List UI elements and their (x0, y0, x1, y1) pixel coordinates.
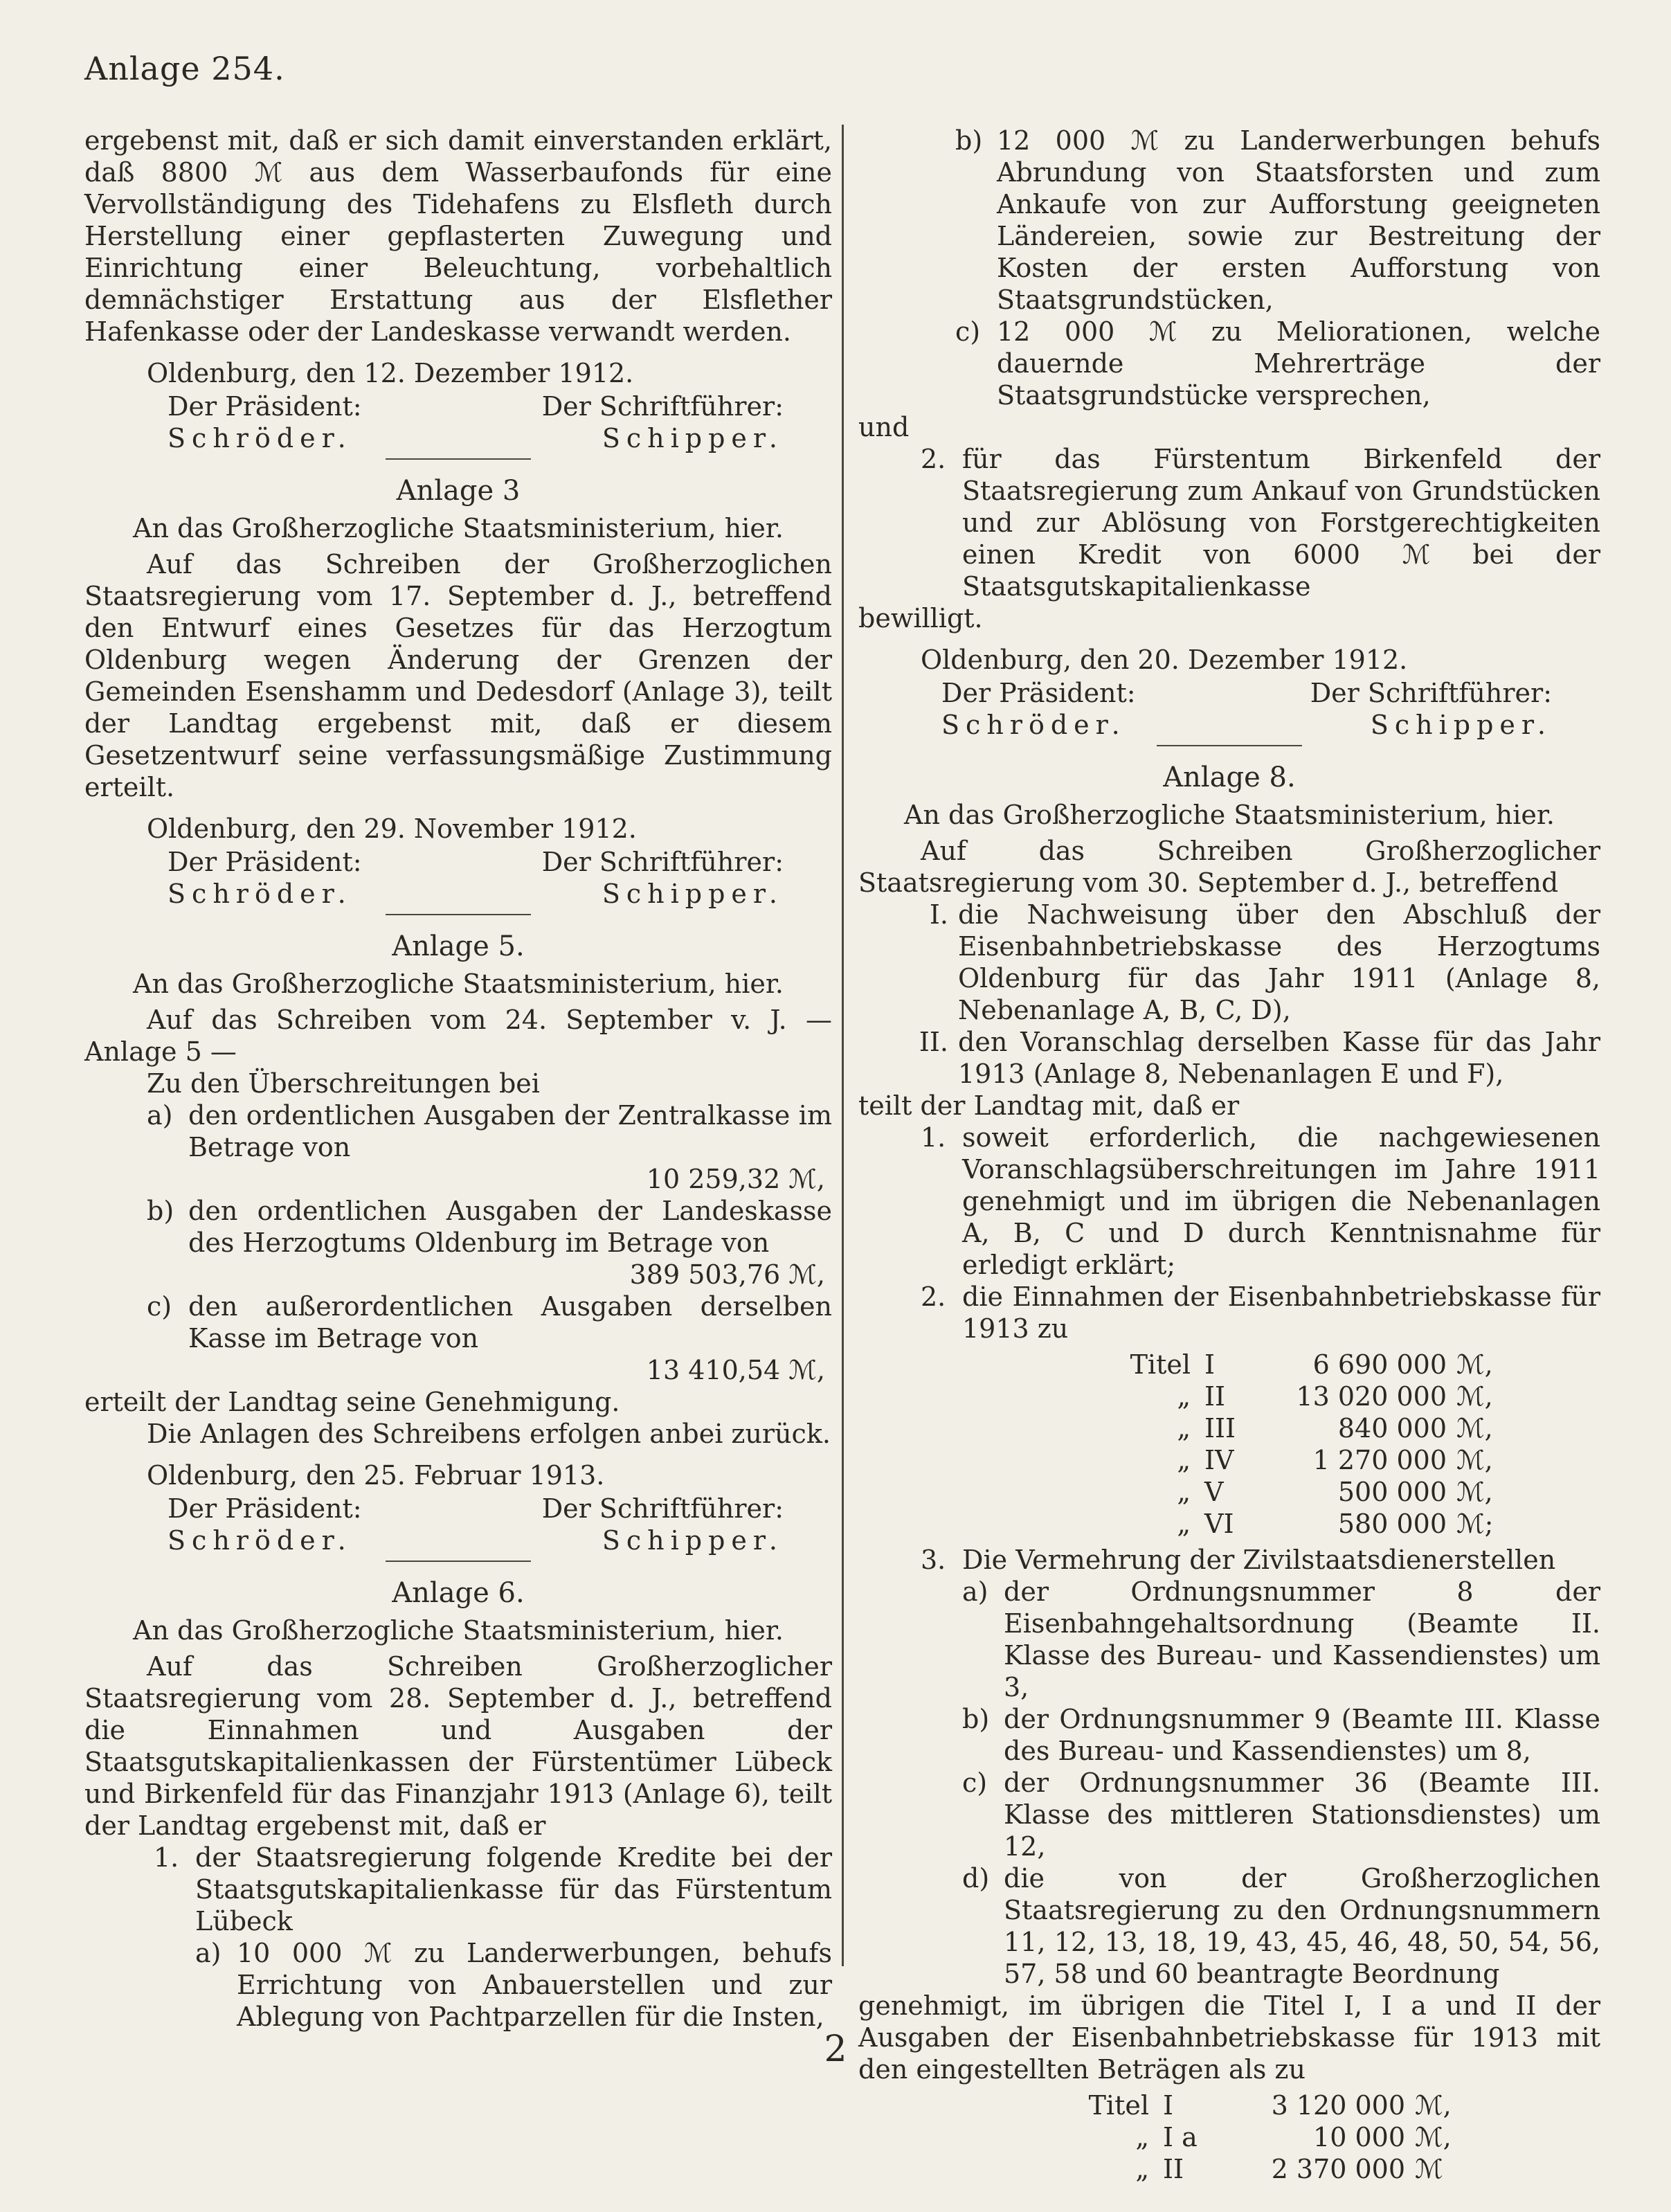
place-date: Oldenburg, den 12. Dezember 1912. (147, 358, 634, 388)
signature-block (858, 677, 1600, 741)
president-name: Schröder. (168, 423, 352, 453)
list-item: c) der Ordnungsnummer 36 (Beamte III. Klasse des mittleren Stationsdienstes) um 12, (962, 1768, 1600, 1862)
page-number: 2 (824, 2029, 847, 2070)
separator-rule (386, 458, 531, 460)
section-caption: Anlage 6. (392, 1577, 525, 1609)
place-date: Oldenburg, den 29. November 1912. (147, 813, 637, 844)
list-item: 2. die Einnahmen der Eisenbahnbetriebskasse für 1913 zu (921, 1282, 1600, 1344)
amount: 10 259,32 ℳ, (646, 1164, 825, 1194)
list-item: b) der Ordnungsnummer 9 (Beamte III. Klasse des Bureau- und Kassendienstes) um 8, (962, 1704, 1600, 1766)
section-body: Auf das Schreiben Großherzoglicher Staatsregierung vom 30. September d. J., betreffend (858, 836, 1600, 898)
address-line: An das Großherzogliche Staatsministerium, hier. (133, 1615, 784, 1646)
president-title: Der Präsident: (941, 678, 1136, 708)
section-body: Auf das Schreiben Großherzoglicher Staatsregierung vom 28. September d. J., betreffend die Einnahmen und Ausgaben der Staatsgutskapitalienkassen der Fürstentümer Lübeck und Birkenfeld für das Finanzjahr 1913 (Anlage 6), teilt der Landtag ergebenst mit, daß er (84, 1651, 832, 1841)
section-caption: Anlage 3 (396, 475, 521, 507)
left-column (84, 125, 832, 2033)
page-header: Anlage 254. (84, 50, 285, 87)
secretary-title: Der Schriftführer: (1310, 678, 1552, 708)
president-name: Schröder. (941, 710, 1126, 740)
president-title: Der Präsident: (168, 847, 362, 877)
list-item: a) 10 000 ℳ zu Landerwerbungen, behufs Errichtung von Anbauerstellen und zur Ablegung von Pachtparzellen für die Insten, (195, 1938, 832, 2032)
president-title: Der Präsident: (168, 391, 362, 422)
intro-paragraph: ergebenst mit, daß er sich damit einverstanden erklärt, daß 8800 ℳ aus dem Wasserbaufonds für eine Vervollständigung des Tidehafens zu Elsfleth durch Herstellung einer gepflasterten Zuwegung und Einrichtung einer Beleuchtung, vorbehaltlich demnächstiger Erstattung aus der Elsflether Hafenkasse oder der Landeskasse verwandt werden. (84, 125, 832, 347)
address-line: An das Großherzogliche Staatsministerium, hier. (133, 969, 784, 999)
list-item: c) 12 000 ℳ zu Meliorationen, welche dauernde Mehrerträge der Staatsgrundstücke versprechen, (955, 316, 1600, 411)
separator-rule (1157, 745, 1302, 746)
address-line: An das Großherzogliche Staatsministerium, hier. (904, 800, 1555, 830)
list-item: c) den außerordentlichen Ausgaben derselben Kasse im Betrage von 13 410,54 ℳ, (147, 1291, 832, 1385)
separator-rule (386, 914, 531, 915)
list-item: a) der Ordnungsnummer 8 der Eisenbahngehaltsordnung (Beamte II. Klasse des Bureau- und Kassendienstes) um 3, (962, 1576, 1600, 1702)
section-caption: Anlage 5. (392, 930, 525, 962)
section-body: Zu den Überschreitungen bei (147, 1068, 540, 1099)
secretary-name: Schipper. (1370, 710, 1552, 740)
table-row: „ II 13 020 000 ℳ, (1177, 1381, 1493, 1412)
signature-block (84, 390, 832, 454)
section-body: genehmigt, im übrigen die Titel I, I a und II der Ausgaben der Eisenbahnbetriebskasse für 1913 mit den eingestellten Beträgen als zu (858, 1990, 1600, 2085)
table-row: „ IV 1 270 000 ℳ, (1177, 1445, 1493, 1475)
amount: 13 410,54 ℳ, (646, 1355, 825, 1385)
president-title: Der Präsident: (168, 1493, 362, 1524)
table-row: „ III 840 000 ℳ, (1177, 1413, 1493, 1444)
section-body: bewilligt. (858, 603, 983, 633)
table-row: „ V 500 000 ℳ, (1177, 1477, 1493, 1507)
list-item: II. den Voranschlag derselben Kasse für das Jahr 1913 (Anlage 8, Nebenanlagen E und F), (919, 1027, 1600, 1089)
secretary-title: Der Schriftführer: (541, 1493, 784, 1524)
section-body: Die Anlagen des Schreibens erfolgen anbei zurück. (147, 1419, 831, 1449)
list-item: a) den ordentlichen Ausgaben der Zentralkasse im Betrage von 10 259,32 ℳ, (147, 1100, 832, 1194)
section-body: und (858, 412, 910, 442)
list-item: 3. Die Vermehrung der Zivilstaatsdienerstellen (921, 1545, 1556, 1575)
secretary-name: Schipper. (602, 423, 784, 453)
address-line: An das Großherzogliche Staatsministerium, hier. (133, 513, 784, 543)
secretary-name: Schipper. (602, 1525, 784, 1556)
column-divider (842, 125, 844, 1966)
list-item: 2. für das Fürstentum Birkenfeld der Staatsregierung zum Ankauf von Grundstücken und zur Ablösung von Forstgerechtigkeiten einen Kredit von 6000 ℳ bei der Staatsgutskapitalienkasse (921, 444, 1600, 602)
amount-table (1108, 1349, 1600, 1540)
amount-table (1066, 2089, 1600, 2185)
signature-block (84, 846, 832, 910)
signature-block (84, 1493, 832, 1556)
amount: 389 503,76 ℳ, (629, 1259, 825, 1290)
table-row: Titel I 3 120 000 ℳ, (1088, 2090, 1452, 2121)
president-name: Schröder. (168, 1525, 352, 1556)
president-name: Schröder. (168, 879, 352, 909)
section-body: erteilt der Landtag seine Genehmigung. (84, 1387, 620, 1417)
list-item: 1. soweit erforderlich, die nachgewiesenen Voranschlagsüberschreitungen im Jahre 1911 genehmigt und im übrigen die Nebenanlagen A, B, C und D durch Kenntnisnahme für erledigt erklärt; (921, 1122, 1600, 1280)
list-item: b) den ordentlichen Ausgaben der Landeskasse des Herzogtums Oldenburg im Betrage von 389 503,76 ℳ, (147, 1196, 832, 1290)
list-item: 1. der Staatsregierung folgende Kredite bei der Staatsgutskapitalienkasse für das Fürstentum Lübeck (154, 1842, 832, 1936)
place-date: Oldenburg, den 25. Februar 1913. (147, 1460, 605, 1491)
table-row: Titel I 6 690 000 ℳ, (1130, 1349, 1493, 1380)
place-date: Oldenburg, den 20. Dezember 1912. (921, 645, 1408, 675)
separator-rule (386, 1561, 531, 1562)
right-column (858, 125, 1600, 2189)
section-body: teilt der Landtag mit, daß er (858, 1090, 1240, 1121)
table-row: „ I a 10 000 ℳ, (1135, 2122, 1452, 2152)
table-row: „ VI 580 000 ℳ; (1177, 1509, 1494, 1539)
secretary-title: Der Schriftführer: (541, 391, 784, 422)
section-caption: Anlage 8. (1163, 762, 1296, 793)
list-item: b) 12 000 ℳ zu Landerwerbungen behufs Abrundung von Staatsforsten und zum Ankaufe von zur Aufforstung geeigneten Ländereien, sowie zur Bestreitung der Kosten der ersten Aufforstung von Staatsgrundstücken, (955, 125, 1600, 315)
section-body: Auf das Schreiben vom 24. September v. J. — Anlage 5 — (84, 1005, 832, 1067)
table-row: „ II 2 370 000 ℳ (1135, 2154, 1443, 2184)
list-item: I. die Nachweisung über den Abschluß der Eisenbahnbetriebskasse des Herzogtums Oldenburg für das Jahr 1911 (Anlage 8, Nebenanlage A, B, C, D), (929, 899, 1600, 1025)
secretary-title: Der Schriftführer: (541, 847, 784, 877)
secretary-name: Schipper. (602, 879, 784, 909)
list-item: d) die von der Großherzoglichen Staatsregierung zu den Ordnungsnummern 11, 12, 13, 18, 19, 43, 45, 46, 48, 50, 54, 56, 57, 58 und 60 beantragte Beordnung (962, 1863, 1600, 1989)
section-body: Auf das Schreiben der Großherzoglichen Staatsregierung vom 17. September d. J., betreffend den Entwurf eines Gesetzes für das Herzogtum Oldenburg wegen Änderung der Grenzen der Gemeinden Esenshamm und Dedesdorf (Anlage 3), teilt der Landtag ergebenst mit, daß er diesem Gesetzentwurf seine verfassungsmäßige Zustimmung erteilt. (84, 549, 832, 802)
